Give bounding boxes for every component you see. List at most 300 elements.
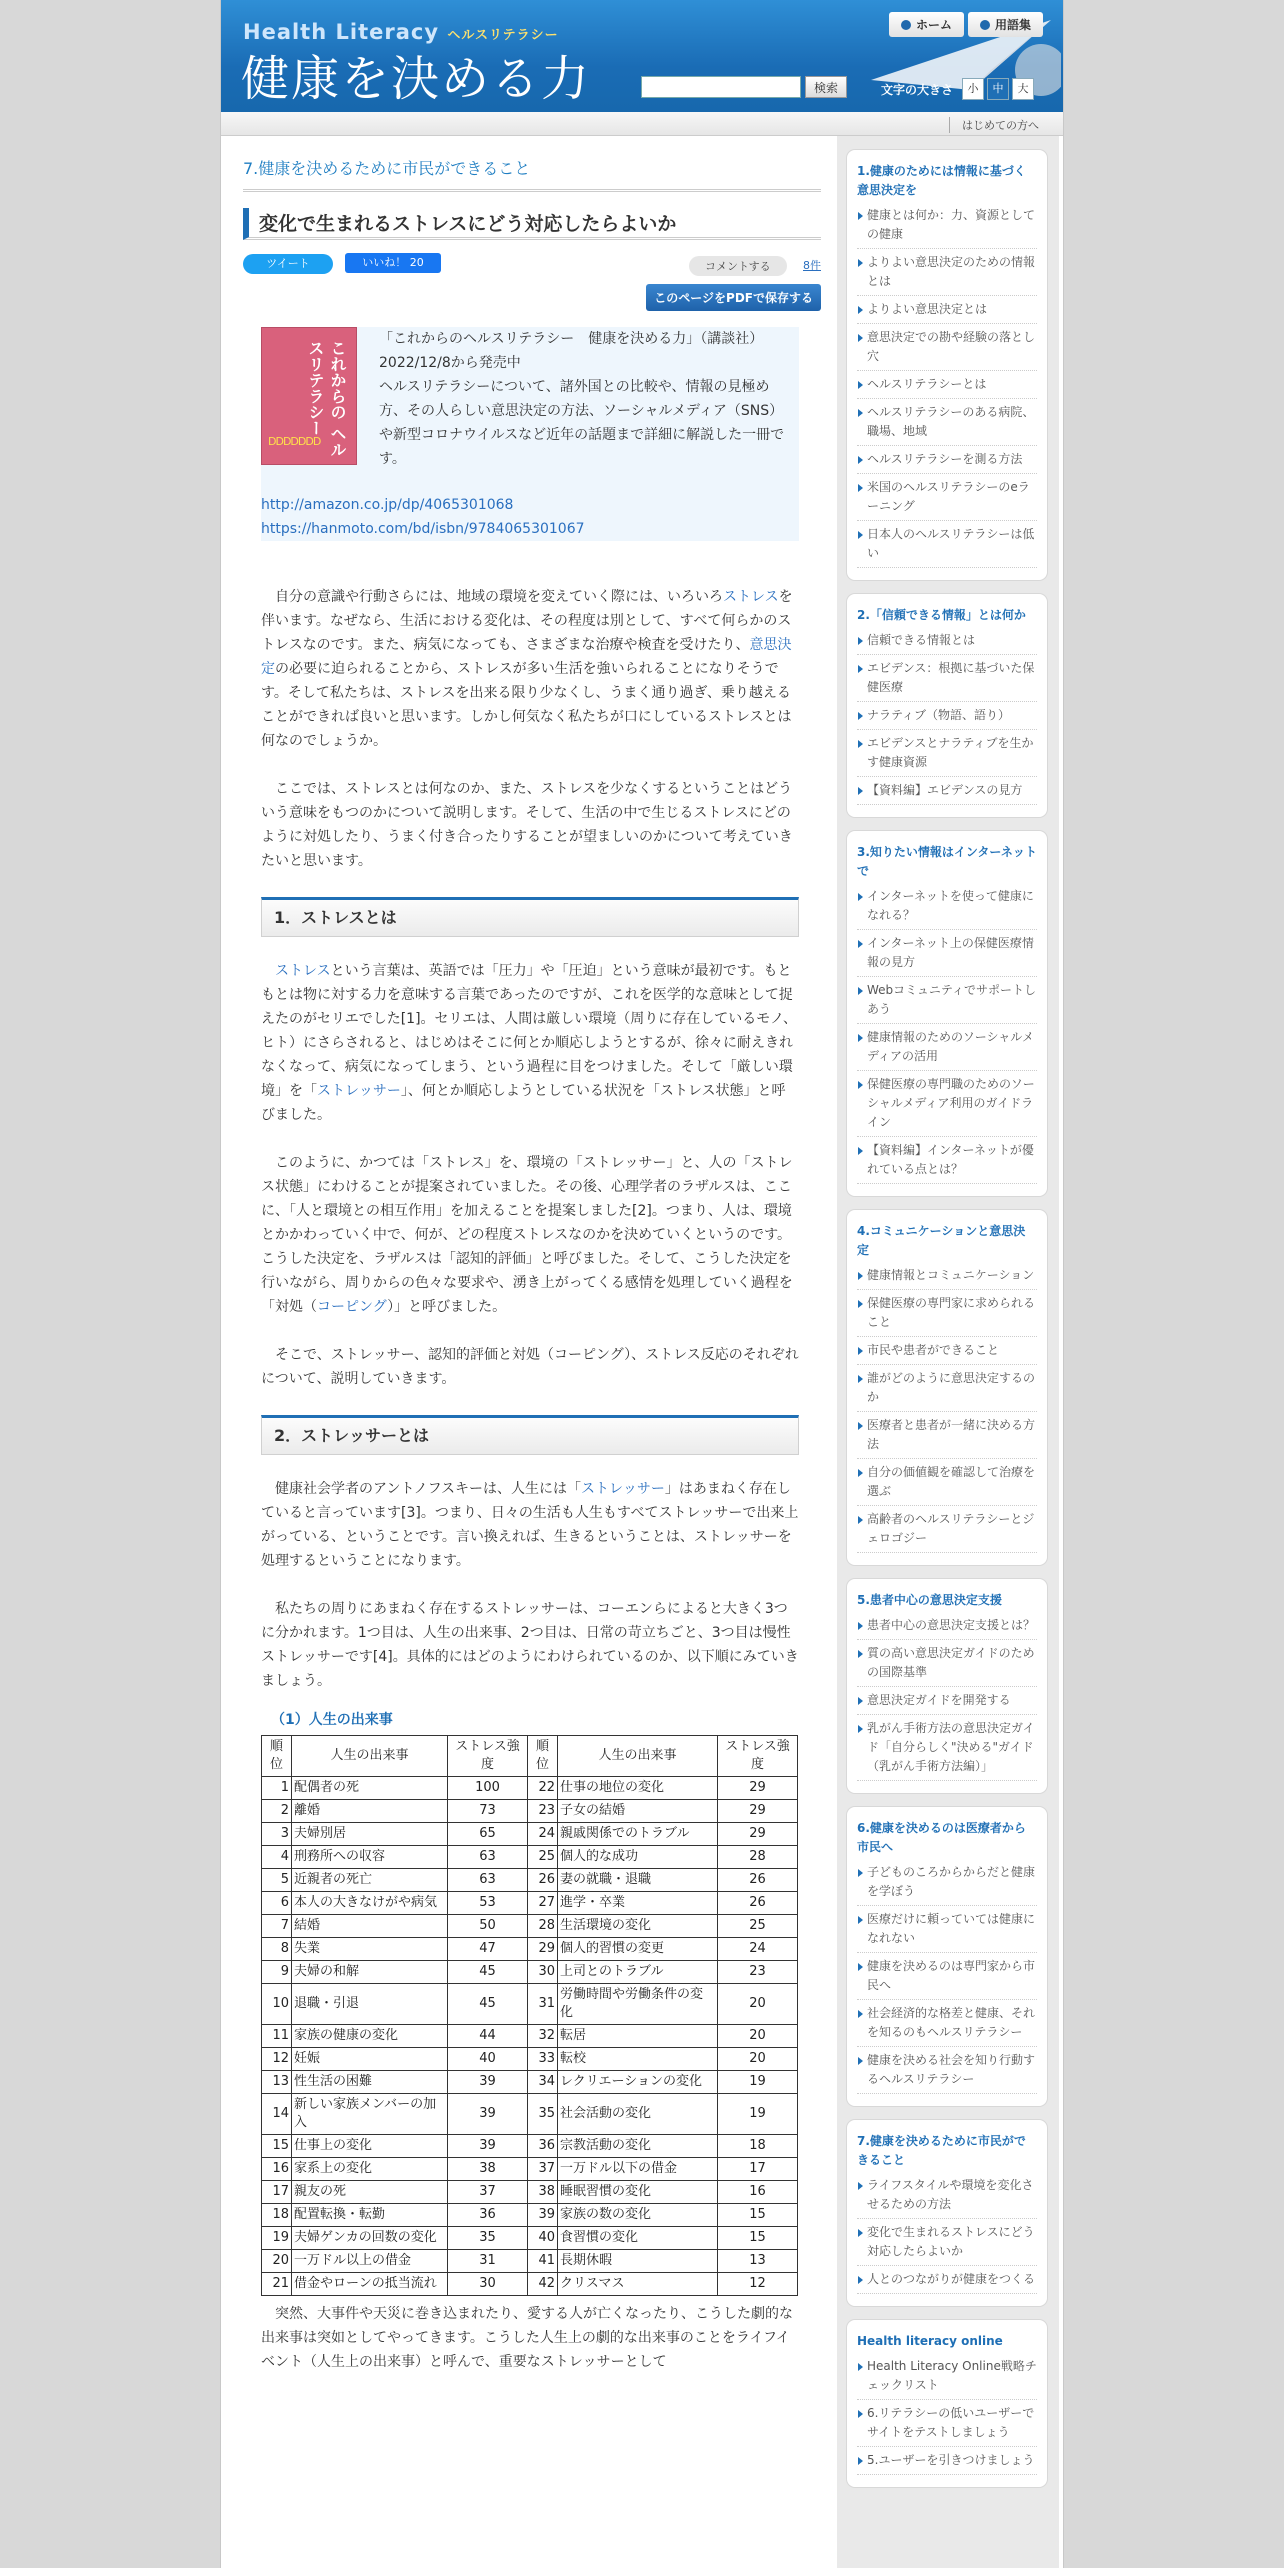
section2-paragraph-2: 私たちの周りにあまねく存在するストレッサーは、コーエンらによると大きく3つに分かれます。1つ目は、人生の出来事、2つ目は、日常の苛立ちごと、3つ目は慢性ストレッサーです[4]。具体的にはどのようにわけられているのか、以下順にみていきましょう。	[261, 1601, 799, 1689]
table-cell: 性生活の困難	[292, 2071, 448, 2094]
sidebar-item-link[interactable]: インターネットを使って健康になれる？	[867, 889, 1034, 922]
table-header: ストレス強度	[448, 1736, 528, 1777]
sidebar-item-link[interactable]: 変化で生まれるストレスにどう対応したらよいか	[867, 2225, 1035, 2258]
sidebar-item	[857, 1416, 1037, 1459]
book-links	[261, 493, 585, 541]
table-row	[262, 1777, 798, 1800]
table-cell: 26	[528, 1869, 558, 1892]
table-row	[262, 2227, 798, 2250]
table-cell: 30	[448, 2273, 528, 2296]
sidebar-item-link[interactable]: Health Literacy Online戦略チェックリスト	[867, 2359, 1037, 2392]
intro-paragraph-2: ここでは、ストレスとは何なのか、また、ストレスを少なくするということはどういう意味をもつのかについて説明します。そして、生活の中で生じるストレスにどのように対処したり、うまく付き合ったりすることが望ましいのかについて考えていきたいと思います。	[261, 781, 793, 869]
table-cell: 37	[528, 2158, 558, 2181]
table-header: 順位	[262, 1736, 292, 1777]
table-row	[262, 2025, 798, 2048]
sidebar-item-link[interactable]: ヘルスリテラシーとは	[867, 377, 987, 391]
table-cell: 37	[448, 2181, 528, 2204]
sidebar-item-link[interactable]: 自分の価値観を確認して治療を選ぶ	[867, 1465, 1036, 1498]
table-cell: 31	[448, 2250, 528, 2273]
sidebar-item	[857, 403, 1037, 446]
table-cell: 36	[448, 2204, 528, 2227]
sidebar-item	[857, 1691, 1037, 1715]
table-row	[262, 2135, 798, 2158]
table-cell: 19	[262, 2227, 292, 2250]
table-cell: 13	[262, 2071, 292, 2094]
table-cell: 36	[528, 2135, 558, 2158]
sidebar-section	[847, 594, 1047, 817]
sidebar-item	[857, 1510, 1037, 1553]
font-size-medium-button[interactable]: 中	[987, 78, 1009, 100]
first-time-link[interactable]: はじめての方へ	[949, 117, 1039, 133]
sidebar-item	[857, 375, 1037, 399]
sidebar-item-link[interactable]: 医療だけに頼っていては健康になれない	[867, 1912, 1036, 1945]
table-cell: 親戚関係でのトラブル	[558, 1823, 718, 1846]
sidebar-item-link[interactable]: よりよい意思決定のための情報とは	[867, 255, 1036, 288]
font-size-control	[881, 78, 1034, 100]
sidebar-section	[847, 1210, 1047, 1565]
table-cell: 仕事の地位の変化	[558, 1777, 718, 1800]
coping-link[interactable]: コーピング	[317, 1299, 388, 1315]
sidebar-item-link[interactable]: 米国のヘルスリテラシーのeラーニング	[867, 480, 1030, 513]
sidebar-item-link[interactable]: 乳がん手術方法の意思決定ガイド「自分らしく"決める"ガイド（乳がん手術方法編）」	[867, 1721, 1035, 1773]
sidebar-item-link[interactable]: ライフスタイルや環境を変化させるための方法	[867, 2178, 1034, 2211]
sidebar-item	[857, 206, 1037, 249]
table-cell: 18	[718, 2135, 798, 2158]
table-cell: 39	[528, 2204, 558, 2227]
table-cell: 転居	[558, 2025, 718, 2048]
font-size-large-button[interactable]: 大	[1012, 78, 1034, 100]
table-row	[262, 1938, 798, 1961]
table-cell: 21	[262, 2273, 292, 2296]
table-cell: 家族の健康の変化	[292, 2025, 448, 2048]
table-cell: 上司とのトラブル	[558, 1961, 718, 1984]
sidebar-section-title[interactable]: 2.「信頼できる情報」とは何か	[857, 608, 1026, 622]
section-heading-1: 1．ストレスとは	[261, 897, 799, 937]
table-cell: 夫婦ゲンカの回数の変化	[292, 2227, 448, 2250]
sidebar-item-link[interactable]: 【資料編】エビデンスの見方	[867, 783, 1023, 797]
table-row	[262, 2273, 798, 2296]
table-cell: 73	[448, 1800, 528, 1823]
sidebar-item-link[interactable]: 健康を決めるのは専門家から市民へ	[867, 1959, 1036, 1992]
table-row	[262, 1800, 798, 1823]
table-cell: 22	[528, 1777, 558, 1800]
sidebar	[847, 150, 1047, 2501]
table-cell: 15	[718, 2227, 798, 2250]
table-cell: 20	[262, 2250, 292, 2273]
table-cell: 長期休暇	[558, 2250, 718, 2273]
sidebar-item-link[interactable]: 保健医療の専門職のためのソーシャルメディア利用のガイドライン	[867, 1077, 1035, 1129]
table-cell: 7	[262, 1915, 292, 1938]
table-cell: 5	[262, 1869, 292, 1892]
save-pdf-button[interactable]: このページをPDFで保存する	[646, 284, 821, 311]
table-row	[262, 1846, 798, 1869]
hanmoto-link[interactable]: https://hanmoto.com/bd/isbn/9784065301067	[261, 521, 585, 537]
sidebar-item-link[interactable]: 信頼できる情報とは	[867, 633, 976, 647]
comment-count-link[interactable]: 8件	[803, 259, 821, 272]
sidebar-section	[847, 2120, 1047, 2306]
section1-paragraph-1: ストレスという言葉は、英語では「圧力」や「圧迫」という意味が最初です。もともとは物に対する力を意味する言葉であったのですが、これを医学的な意味として捉えたのがセリエでした[1]。セリエは、人間は厳しい環境（周りに存在しているモノ、ヒト）にさらされると、はじめはそこに何とか順応しようとするが、徐々に耐えきれなくなって、病気になってしまう、という過程に目をつけました。そして「厳しい環境」を「ストレッサー」、何とか順応しようとしている状況を「ストレス状態」と呼びました。	[261, 963, 798, 1123]
table-cell: 27	[528, 1892, 558, 1915]
sidebar-item-link[interactable]: 誰がどのように意思決定するのか	[867, 1371, 1036, 1404]
table-cell: 38	[448, 2158, 528, 2181]
table-cell: 30	[528, 1961, 558, 1984]
life-events-table	[261, 1735, 798, 2296]
glossary-icon	[980, 20, 990, 30]
sidebar-section-title[interactable]: 3.知りたい情報はインターネットで	[857, 845, 1037, 878]
section-heading-2: 2．ストレッサーとは	[261, 1415, 799, 1455]
sidebar-item-link[interactable]: エビデンスとナラティブを生かす健康資源	[867, 736, 1034, 769]
table-row	[262, 1961, 798, 1984]
table-cell: レクリエーションの変化	[558, 2071, 718, 2094]
table-cell: 23	[528, 1800, 558, 1823]
table-cell: 33	[528, 2048, 558, 2071]
table-cell: 17	[718, 2158, 798, 2181]
sidebar-item	[857, 1957, 1037, 2000]
table-cell: 配置転換・転勤	[292, 2204, 448, 2227]
sidebar-item-link[interactable]: 意思決定での勘や経験の落とし穴	[867, 330, 1036, 363]
table-cell: 借金やローンの抵当流れ	[292, 2273, 448, 2296]
table-cell: 宗教活動の変化	[558, 2135, 718, 2158]
table-cell: 家系上の変化	[292, 2158, 448, 2181]
sidebar-item-link[interactable]: ヘルスリテラシーを測る方法	[867, 452, 1023, 466]
tweet-button[interactable]: ツイート	[243, 254, 333, 274]
table-header: 順位	[528, 1736, 558, 1777]
table-cell: 睡眠習慣の変化	[558, 2181, 718, 2204]
sidebar-item	[857, 781, 1037, 805]
table-cell: 本人の大きなけがや病気	[292, 1892, 448, 1915]
table-cell: 53	[448, 1892, 528, 1915]
table-cell: 40	[448, 2048, 528, 2071]
stress-link[interactable]: ストレス	[723, 589, 779, 605]
stressor-link[interactable]: ストレッサー	[317, 1083, 401, 1099]
table-cell: 25	[718, 1915, 798, 1938]
sidebar-item-link[interactable]: 6.リテラシーの低いユーザーでサイトをテストしましょう	[867, 2406, 1035, 2439]
home-icon	[901, 20, 911, 30]
sidebar-item	[857, 706, 1037, 730]
table-cell: 39	[448, 2135, 528, 2158]
search-area	[641, 76, 847, 98]
table-cell: 1	[262, 1777, 292, 1800]
table-cell: 29	[528, 1938, 558, 1961]
sidebar-section	[847, 2320, 1047, 2487]
table-cell: 進学・卒業	[558, 1892, 718, 1915]
table-header: ストレス強度	[718, 1736, 798, 1777]
table-cell: 13	[718, 2250, 798, 2273]
sidebar-item-link[interactable]: 5.ユーザーを引きつけましょう	[867, 2453, 1035, 2467]
sidebar-item-link[interactable]: インターネット上の保健医療情報の見方	[867, 936, 1034, 969]
table-cell: 夫婦別居	[292, 1823, 448, 1846]
table-cell: 食習慣の変化	[558, 2227, 718, 2250]
sidebar-item	[857, 2176, 1037, 2219]
font-size-small-button[interactable]: 小	[962, 78, 984, 100]
table-cell: 刑務所への収容	[292, 1846, 448, 1869]
main-content	[243, 136, 821, 2374]
table-cell: 16	[262, 2158, 292, 2181]
table-cell: 39	[448, 2071, 528, 2094]
table-row	[262, 1823, 798, 1846]
sidebar-item-link[interactable]: 社会経済的な格差と健康、それを知るのもヘルスリテラシー	[867, 2006, 1036, 2039]
table-cell: 個人的な成功	[558, 1846, 718, 1869]
table-cell: 40	[528, 2227, 558, 2250]
table-cell: 失業	[292, 1938, 448, 1961]
sidebar-item	[857, 1616, 1037, 1640]
table-cell: 20	[718, 1984, 798, 2025]
table-cell: 17	[262, 2181, 292, 2204]
table-cell: 労働時間や労働条件の変化	[558, 1984, 718, 2025]
table-header: 人生の出来事	[292, 1736, 448, 1777]
sidebar-item-link[interactable]: ヘルスリテラシーのある病院、職場、地域	[867, 405, 1035, 438]
table-cell: 9	[262, 1961, 292, 1984]
table-cell: 10	[262, 1984, 292, 2025]
table-cell: 28	[528, 1915, 558, 1938]
table-cell: 34	[528, 2071, 558, 2094]
intro-paragraph-1: 自分の意識や行動さらには、地域の環境を変えていく際には、いろいろストレスを伴います。なぜなら、生活における変化は、その程度は別として、すべて何らかのストレスなのです。また、病気になっても、さまざまな治療や検査を受けたり、意思決定の必要に迫られることから、ストレスが多い生活を強いられることになりそうです。そして私たちは、ストレスを出来る限り少なくし、うまく通り過ぎ、乗り越えることができれば良いと思います。しかし何気なく私たちが口にしているストレスとは何なのでしょうか。	[261, 589, 793, 749]
sidebar-item	[857, 253, 1037, 296]
like-button[interactable]: いいね！ 20	[345, 253, 441, 273]
sidebar-item	[857, 300, 1037, 324]
sidebar-section	[847, 831, 1047, 1196]
font-size-label: 文字の大きさ	[881, 82, 954, 97]
table-cell: 12	[718, 2273, 798, 2296]
table-cell: 29	[718, 1800, 798, 1823]
table-cell: 子女の結婚	[558, 1800, 718, 1823]
sidebar-item-link[interactable]: 患者中心の意思決定支援とは？	[867, 1618, 1036, 1632]
table-row	[262, 1915, 798, 1938]
after-table-paragraph: 突然、大事件や天災に巻き込まれたり、愛する人が亡くなったり、こうした劇的な出来事は突如としてやってきます。こうした人生上の劇的な出来事のことをライフイベント（人生上の出来事）と呼んで、重要なストレッサーとして	[261, 2306, 793, 2370]
sidebar-item	[857, 2404, 1037, 2447]
table-cell: 妻の就職・退職	[558, 1869, 718, 1892]
sidebar-item-link[interactable]: 健康情報とコミュニケーション	[867, 1268, 1035, 1282]
sidebar-item-link[interactable]: 市民や患者ができること	[867, 1343, 1000, 1357]
table-cell: 家族の数の変化	[558, 2204, 718, 2227]
sidebar-section	[847, 1807, 1047, 2106]
section1-paragraph-3: そこで、ストレッサー、認知的評価と対処（コーピング）、ストレス反応のそれぞれについて、説明していきます。	[261, 1347, 799, 1387]
sidebar-item-link[interactable]: 高齢者のヘルスリテラシーとジェロゴジー	[867, 1512, 1035, 1545]
subsection-heading: （1）人生の出来事	[271, 1712, 393, 1728]
sidebar-item-link[interactable]: 健康とは何か：力、資源としての健康	[867, 208, 1036, 241]
table-cell: 2	[262, 1800, 292, 1823]
table-row	[262, 2250, 798, 2273]
table-cell: 26	[718, 1869, 798, 1892]
sidebar-item	[857, 1463, 1037, 1506]
table-cell: 15	[262, 2135, 292, 2158]
table-cell: 47	[448, 1938, 528, 1961]
table-cell: 25	[528, 1846, 558, 1869]
sidebar-section	[847, 150, 1047, 580]
table-row	[262, 1892, 798, 1915]
sidebar-item	[857, 2451, 1037, 2475]
sidebar-item	[857, 981, 1037, 1024]
sub-bar	[221, 112, 1064, 136]
sidebar-item	[857, 1341, 1037, 1365]
table-cell: 退職・引退	[292, 1984, 448, 2025]
sidebar-item	[857, 887, 1037, 930]
site-logo-title[interactable]: 健康を決める力	[241, 51, 592, 107]
decision-link[interactable]: 意思決定	[261, 637, 792, 677]
table-row	[262, 2158, 798, 2181]
sidebar-item-link[interactable]: ナラティブ（物語、語り）	[867, 708, 1011, 722]
table-cell: 一万ドル以下の借金	[558, 2158, 718, 2181]
table-cell: 11	[262, 2025, 292, 2048]
table-cell: 8	[262, 1938, 292, 1961]
stress-term-link[interactable]: ストレス	[275, 963, 331, 979]
table-row	[262, 2048, 798, 2071]
table-cell: 41	[528, 2250, 558, 2273]
table-cell: 26	[718, 1892, 798, 1915]
sidebar-item-link[interactable]: 保健医療の専門家に求められること	[867, 1296, 1036, 1329]
sidebar-item-link[interactable]: 健康情報のためのソーシャルメディアの活用	[867, 1030, 1034, 1063]
sidebar-item-link[interactable]: 医療者と患者が一緒に決める方法	[867, 1418, 1036, 1451]
sidebar-item	[857, 734, 1037, 777]
nav-home-button[interactable]: ホーム	[889, 12, 964, 37]
sidebar-item-link[interactable]: 意思決定ガイドを開発する	[867, 1693, 1011, 1707]
table-cell: 19	[718, 2094, 798, 2135]
table-cell: 42	[528, 2273, 558, 2296]
sidebar-item	[857, 659, 1037, 702]
table-cell: 18	[262, 2204, 292, 2227]
table-cell: 31	[528, 1984, 558, 2025]
table-cell: 6	[262, 1892, 292, 1915]
search-button[interactable]: 検索	[805, 76, 847, 98]
table-cell: 29	[718, 1777, 798, 1800]
sidebar-item	[857, 525, 1037, 568]
table-cell: 100	[448, 1777, 528, 1800]
table-row	[262, 2071, 798, 2094]
table-cell: 39	[448, 2094, 528, 2135]
sidebar-item-link[interactable]: 日本人のヘルスリテラシーは低い	[867, 527, 1035, 560]
sidebar-item	[857, 2004, 1037, 2047]
table-cell: 4	[262, 1846, 292, 1869]
table-cell: 63	[448, 1869, 528, 1892]
table-cell: 離婚	[292, 1800, 448, 1823]
table-cell: 個人的習慣の変更	[558, 1938, 718, 1961]
sidebar-item-link[interactable]: よりよい意思決定とは	[867, 302, 988, 316]
sidebar-section-title[interactable]: 1.健康のためには情報に基づく意思決定を	[857, 164, 1026, 197]
table-cell: 社会活動の変化	[558, 2094, 718, 2135]
table-cell: 夫婦の和解	[292, 1961, 448, 1984]
social-bar	[243, 246, 821, 276]
sidebar-item	[857, 478, 1037, 521]
table-cell: 15	[718, 2204, 798, 2227]
table-cell: 生活環境の変化	[558, 1915, 718, 1938]
section2-paragraph-1: 健康社会学者のアントノフスキーは、人生には「ストレッサー」はあまねく存在していると言っています[3]。つまり、日々の生活も人生もすべてストレッサーで出来上がっている、ということです。言い換えれば、生きるということは、ストレッサーを処理するということになります。	[261, 1481, 799, 1569]
sidebar-section-title[interactable]: 6.健康を決めるのは医療者から市民へ	[857, 1821, 1026, 1854]
table-cell: 44	[448, 2025, 528, 2048]
table-cell: クリスマス	[558, 2273, 718, 2296]
table-cell: 親友の死	[292, 2181, 448, 2204]
section1-paragraph-2: このように、かつては「ストレス」を、環境の「ストレッサー」と、人の「ストレス状態」にわけることが提案されていました。その後、心理学者のラザルスは、ここに、「人と環境との相互作用」を加えることを提案しました[2]。つまり、人は、環境とかかわっていく中で、何が、どの程度ストレスなのかを決めていくというのです。こうした決定を、ラザルスは「認知的評価」と呼びました。そして、こうした決定を行いながら、周りからの色々な要求や、湧き上がってくる感情を処理していく過程を「対処（コーピング）」と呼びました。	[261, 1155, 793, 1315]
sidebar-item	[857, 1266, 1037, 1290]
table-cell: 65	[448, 1823, 528, 1846]
sidebar-item	[857, 2357, 1037, 2400]
table-cell: 一万ドル以上の借金	[292, 2250, 448, 2273]
table-cell: 19	[718, 2071, 798, 2094]
table-cell: 50	[448, 1915, 528, 1938]
amazon-link[interactable]: http://amazon.co.jp/dp/4065301068	[261, 497, 514, 513]
sidebar-item	[857, 2223, 1037, 2266]
table-cell: 63	[448, 1846, 528, 1869]
top-nav	[889, 12, 1043, 37]
book-cover-image[interactable]: これからの ヘルスリテラシー DDDDDDD	[261, 327, 357, 465]
sidebar-item-link[interactable]: 【資料編】インターネットが優れている点とは？	[867, 1143, 1034, 1176]
sidebar-item	[857, 2051, 1037, 2094]
table-row	[262, 1984, 798, 2025]
table-cell: 38	[528, 2181, 558, 2204]
page	[220, 0, 1064, 2568]
sidebar-item-link[interactable]: 人とのつながりが健康をつくる	[867, 2272, 1036, 2286]
table-header-row	[262, 1736, 798, 1777]
sidebar-section-title[interactable]: 4.コミュニケーションと意思決定	[857, 1224, 1026, 1257]
table-cell: 妊娠	[292, 2048, 448, 2071]
sidebar-item	[857, 450, 1037, 474]
sidebar-item	[857, 1863, 1037, 1906]
comment-button[interactable]: コメントする	[689, 256, 787, 276]
page-title: 変化で生まれるストレスにどう対応したらよいか	[243, 208, 821, 240]
stressor-link-2[interactable]: ストレッサー	[581, 1481, 665, 1497]
search-input[interactable]	[641, 76, 801, 98]
table-cell: 16	[718, 2181, 798, 2204]
sidebar-item	[857, 1294, 1037, 1337]
sidebar-item	[857, 1028, 1037, 1071]
sidebar-item	[857, 1141, 1037, 1184]
table-cell: 結婚	[292, 1915, 448, 1938]
table-cell: 35	[448, 2227, 528, 2250]
sidebar-item	[857, 1369, 1037, 1412]
table-cell: 仕事上の変化	[292, 2135, 448, 2158]
table-cell: 28	[718, 1846, 798, 1869]
sidebar-section-title[interactable]: Health literacy online	[857, 2334, 1003, 2348]
site-header	[221, 0, 1064, 112]
sidebar-section-title[interactable]: 5.患者中心の意思決定支援	[857, 1593, 1002, 1607]
sidebar-section	[847, 1579, 1047, 1793]
table-cell: 23	[718, 1961, 798, 1984]
table-cell: 20	[718, 2025, 798, 2048]
sidebar-item-link[interactable]: 健康を決める社会を知り行動するヘルスリテラシー	[867, 2053, 1036, 2086]
table-cell: 45	[448, 1984, 528, 2025]
nav-glossary-button[interactable]: 用語集	[968, 12, 1043, 37]
sidebar-item-link[interactable]: エビデンス：根拠に基づいた保健医療	[867, 661, 1035, 694]
sidebar-item	[857, 1910, 1037, 1953]
book-description: 「これからのヘルスリテラシー 健康を決める力」（講談社） 2022/12/8から発売中 ヘルスリテラシーについて、諸外国との比較や、情報の見極め方、その人らしい意思決定の方法、ソーシャルメディア（SNS）や新型コロナウイルスなど近年の話題まで詳細に解説した一冊です。	[379, 331, 785, 467]
sidebar-item-link[interactable]: 子どものころからからだと健康を学ぼう	[867, 1865, 1036, 1898]
table-cell: 配偶者の死	[292, 1777, 448, 1800]
table-cell: 35	[528, 2094, 558, 2135]
table-cell: 45	[448, 1961, 528, 1984]
sidebar-item-link[interactable]: Webコミュニティでサポートしあう	[867, 983, 1036, 1016]
brand-english: Health Literacy ヘルスリテラシー	[243, 20, 559, 44]
sidebar-item	[857, 328, 1037, 371]
table-cell: 29	[718, 1823, 798, 1846]
sidebar-section-title[interactable]: 7.健康を決めるために市民ができること	[857, 2134, 1026, 2167]
table-cell: 14	[262, 2094, 292, 2135]
breadcrumb[interactable]: 7.健康を決めるために市民ができること	[243, 156, 821, 192]
table-cell: 24	[528, 1823, 558, 1846]
table-cell: 24	[718, 1938, 798, 1961]
table-row	[262, 1869, 798, 1892]
table-row	[262, 2204, 798, 2227]
sidebar-item	[857, 2270, 1037, 2294]
sidebar-item	[857, 934, 1037, 977]
table-cell: 32	[528, 2025, 558, 2048]
table-row	[262, 2094, 798, 2135]
table-cell: 転校	[558, 2048, 718, 2071]
sidebar-item	[857, 1644, 1037, 1687]
table-cell: 新しい家族メンバーの加入	[292, 2094, 448, 2135]
table-cell: 3	[262, 1823, 292, 1846]
table-header: 人生の出来事	[558, 1736, 718, 1777]
sidebar-item-link[interactable]: 質の高い意思決定ガイドのための国際基準	[867, 1646, 1035, 1679]
sidebar-item	[857, 1719, 1037, 1781]
